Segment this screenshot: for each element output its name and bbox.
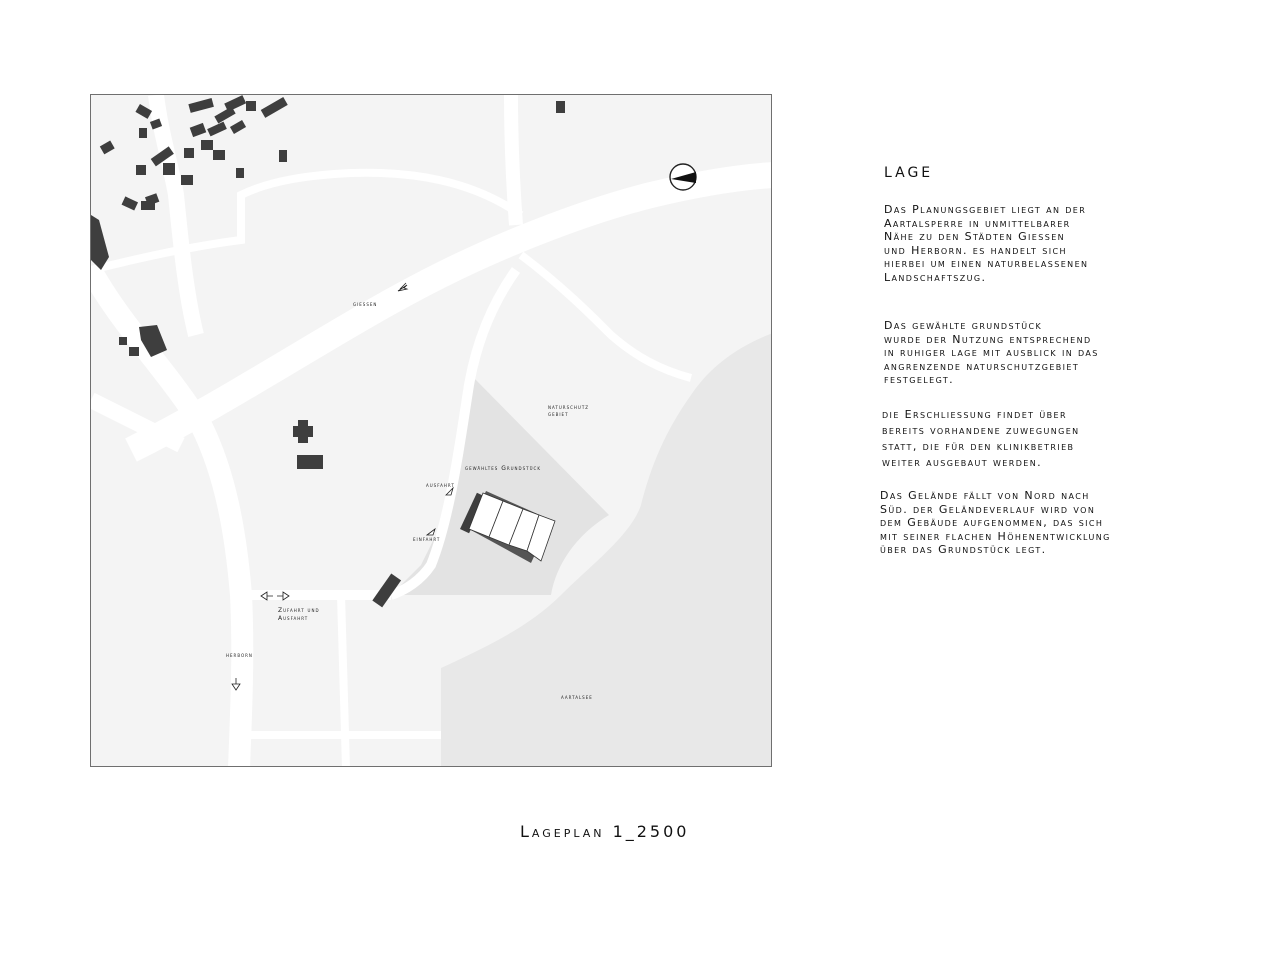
label-naturschutz-2: gebiet: [548, 411, 569, 418]
north-compass-icon: [670, 164, 696, 190]
lane-south: [341, 595, 346, 767]
site-plan-map: [90, 94, 772, 767]
label-herborn: herborn: [226, 652, 253, 659]
description-paragraph-2: Das gewählte grundstück wurde der Nutzung entsprechend in ruhiger lage mit ausblick in das angrenzende naturschutzgebiet festgelegt.: [884, 319, 1099, 386]
section-heading: LAGE: [884, 165, 934, 181]
label-grundstueck: gewähltes Grundstück: [465, 465, 541, 472]
site-plan-drawing: [91, 95, 772, 767]
description-paragraph-4: Das Gelände fällt von Nord nach Süd. der Geländeverlauf wird von dem Gebäude aufgenommen, das sich mit seiner flachen Höhenentwicklung über das Grundstück legt.: [880, 489, 1111, 556]
label-einfahrt: einfahrt: [413, 536, 441, 543]
label-aartalsee: aartalsee: [561, 694, 593, 701]
label-giessen: giessen: [353, 301, 378, 308]
label-naturschutz-1: naturschutz: [548, 404, 590, 411]
label-ausfahrt: ausfahrt: [426, 482, 455, 489]
description-paragraph-3: die Erschliessung findet über bereits vorhandene zuwegungen statt, die für den klinikbetrieb weiter ausgebaut werden.: [882, 408, 1080, 469]
plan-title: Lageplan 1_2500: [520, 822, 690, 841]
description-paragraph-1: Das Planungsgebiet liegt an der Aartalsperre in unmittelbarer Nähe zu den Städten Giessen und Herborn. es handelt sich hierbei um einen naturbelassenen Landschaftszug.: [884, 203, 1089, 284]
label-zufahrt-1: Zufahrt und: [278, 607, 320, 614]
label-zufahrt-2: Ausfahrt: [278, 615, 309, 622]
